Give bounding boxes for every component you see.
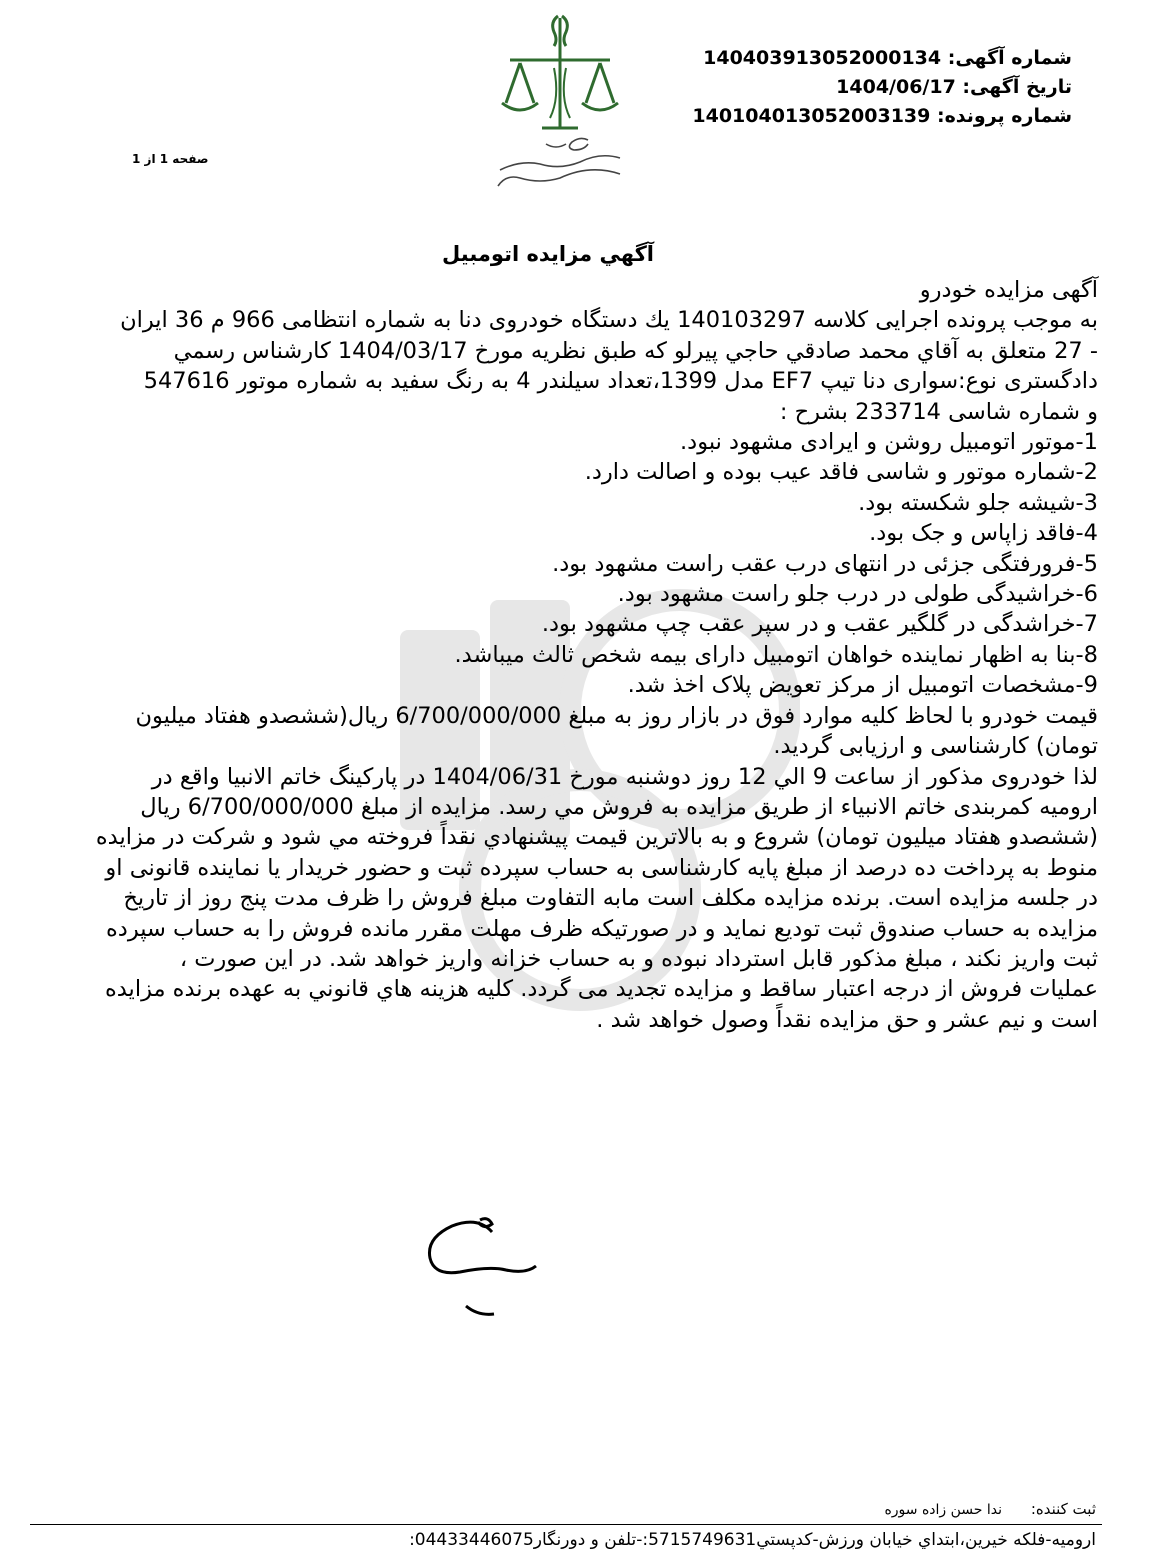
notice-date-row <box>652 73 1072 102</box>
body-line: عملیات فروش از درجه اعتبار ساقط و مزایده تجدید می گردد. کلیه هزینه هاي قانوني به عهده برنده مزایده <box>104 976 1098 1003</box>
list-item: 8-بنا به اظهار نماینده خواهان اتومبیل دارای بیمه شخص ثالث میباشد. <box>454 641 1098 668</box>
file-number-row <box>652 102 1072 131</box>
notice-date: 1404/06/17 <box>836 76 956 98</box>
page-indicator: صفحه 1 از 1 <box>132 152 209 166</box>
judiciary-emblem-icon <box>470 8 650 193</box>
body-line: دادگستری نوع:سواری دنا تیپ EF7 مدل 1399،تعداد سیلندر 4 به رنگ سفید به شماره موتور 547616 <box>143 368 1098 395</box>
body-line: تومان) کارشناسی و ارزیابی گردید. <box>773 733 1098 760</box>
notice-number: 140403913052000134 <box>703 47 942 69</box>
list-item: 1-موتور اتومبیل روشن و ایرادی مشهود نبود. <box>680 429 1098 456</box>
body-line: و شماره شاسی 233714 بشرح : <box>779 398 1098 425</box>
body-line: - 27 متعلق به آقاي محمد صادقي حاجي پیرلو که طبق نظریه مورخ 1404/03/17 کارشناس رسمي <box>173 337 1098 364</box>
notice-meta <box>652 44 1072 131</box>
registrar <box>884 1500 1096 1518</box>
body-line: است و نیم عشر و حق مزایده نقداً وصول خواهد شد . <box>596 1006 1098 1033</box>
body-line: در جلسه مزایده است. برنده مزایده مکلف است مابه التفاوت مبلغ فروش را ظرف مدت پنج روز از تاریخ <box>123 885 1098 912</box>
list-item: 3-شیشه جلو شکسته بود. <box>858 489 1098 516</box>
body-line: آگهی مزایده خودرو <box>919 277 1098 303</box>
footer-address: ارومیه-فلکه خیرین،ابتداي خیابان ورزش-کدپستي5715749631:-تلفن و دورنگار04433446075: <box>409 1530 1096 1550</box>
list-item: 9-مشخصات اتومبیل از مرکز تعویض پلاک اخذ شد. <box>627 672 1098 699</box>
file-number: 140104013052003139 <box>692 105 931 127</box>
body-line: به موجب پرونده اجرایی کلاسه 140103297 يك دستگاه خودروی دنا به شماره انتظامی 966 م 36 ایران <box>120 307 1098 334</box>
list-item: 6-خراشیدگی طولی در درب جلو راست مشهود بود. <box>617 581 1098 608</box>
body-line: ثبت واریز نکند ، مبلغ مذکور قابل استرداد نبوده و به حساب خزانه واریز خواهد شد. در این صورت ، <box>179 945 1098 972</box>
notice-title: آگهي مزایده اتومبیل <box>442 242 654 266</box>
file-number-label: شماره پرونده: <box>936 105 1072 127</box>
list-item: 2-شماره موتور و شاسی فاقد عیب بوده و اصالت دارد. <box>584 459 1098 486</box>
list-item: 7-خراشدگی در گلگیر عقب و در سپر عقب چپ مشهود بود. <box>541 611 1098 638</box>
notice-number-label: شماره آگهی: <box>947 47 1072 69</box>
body-line: قیمت خودرو با لحاظ کلیه موارد فوق در بازار روز به مبلغ 6/700/000/000 ریال(ششصدو هفتاد میلیون <box>135 702 1098 729</box>
signature-icon <box>420 1212 560 1332</box>
footer-divider <box>30 1524 1102 1525</box>
registrar-label: ثبت کننده: <box>1030 1500 1096 1518</box>
registrar-name: ندا حسن زاده سوره <box>884 1502 1003 1518</box>
body-line: مزایده به حساب صندوق ثبت تودیع نماید و در صورتیکه ظرف مهلت مقرر مانده فروش را به حساب سپرده <box>106 915 1098 942</box>
list-item: 4-فاقد زاپاس و جک بود. <box>869 520 1098 547</box>
list-item: 5-فرورفتگی جزئی در انتهای درب عقب راست مشهود بود. <box>552 550 1098 577</box>
body-line: (ششصدو هفتاد میلیون تومان) شروع و به بالاترین قیمت پیشنهادي نقداً فروخته مي شود و شرکت در مزایده <box>95 824 1098 851</box>
notice-date-label: تاریخ آگهی: <box>962 76 1072 98</box>
body-line: ارومیه کمربندی خاتم الانبیاء از طریق مزایده به فروش مي رسد. مزایده از مبلغ 6/700/000/000 ریال <box>140 793 1098 820</box>
notice-body <box>8 275 1098 1035</box>
body-line: لذا خودروی مذکور از ساعت 9 الي 12 روز دوشنبه مورخ 1404/06/31 در پارکینگ خاتم الانبیا واقع در <box>151 763 1098 790</box>
notice-number-row <box>652 44 1072 73</box>
body-line: منوط به پرداخت ده درصد از مبلغ پایه کارشناسی به حساب سپرده ثبت و حضور خریدار یا نماینده قانونی او <box>105 854 1098 881</box>
